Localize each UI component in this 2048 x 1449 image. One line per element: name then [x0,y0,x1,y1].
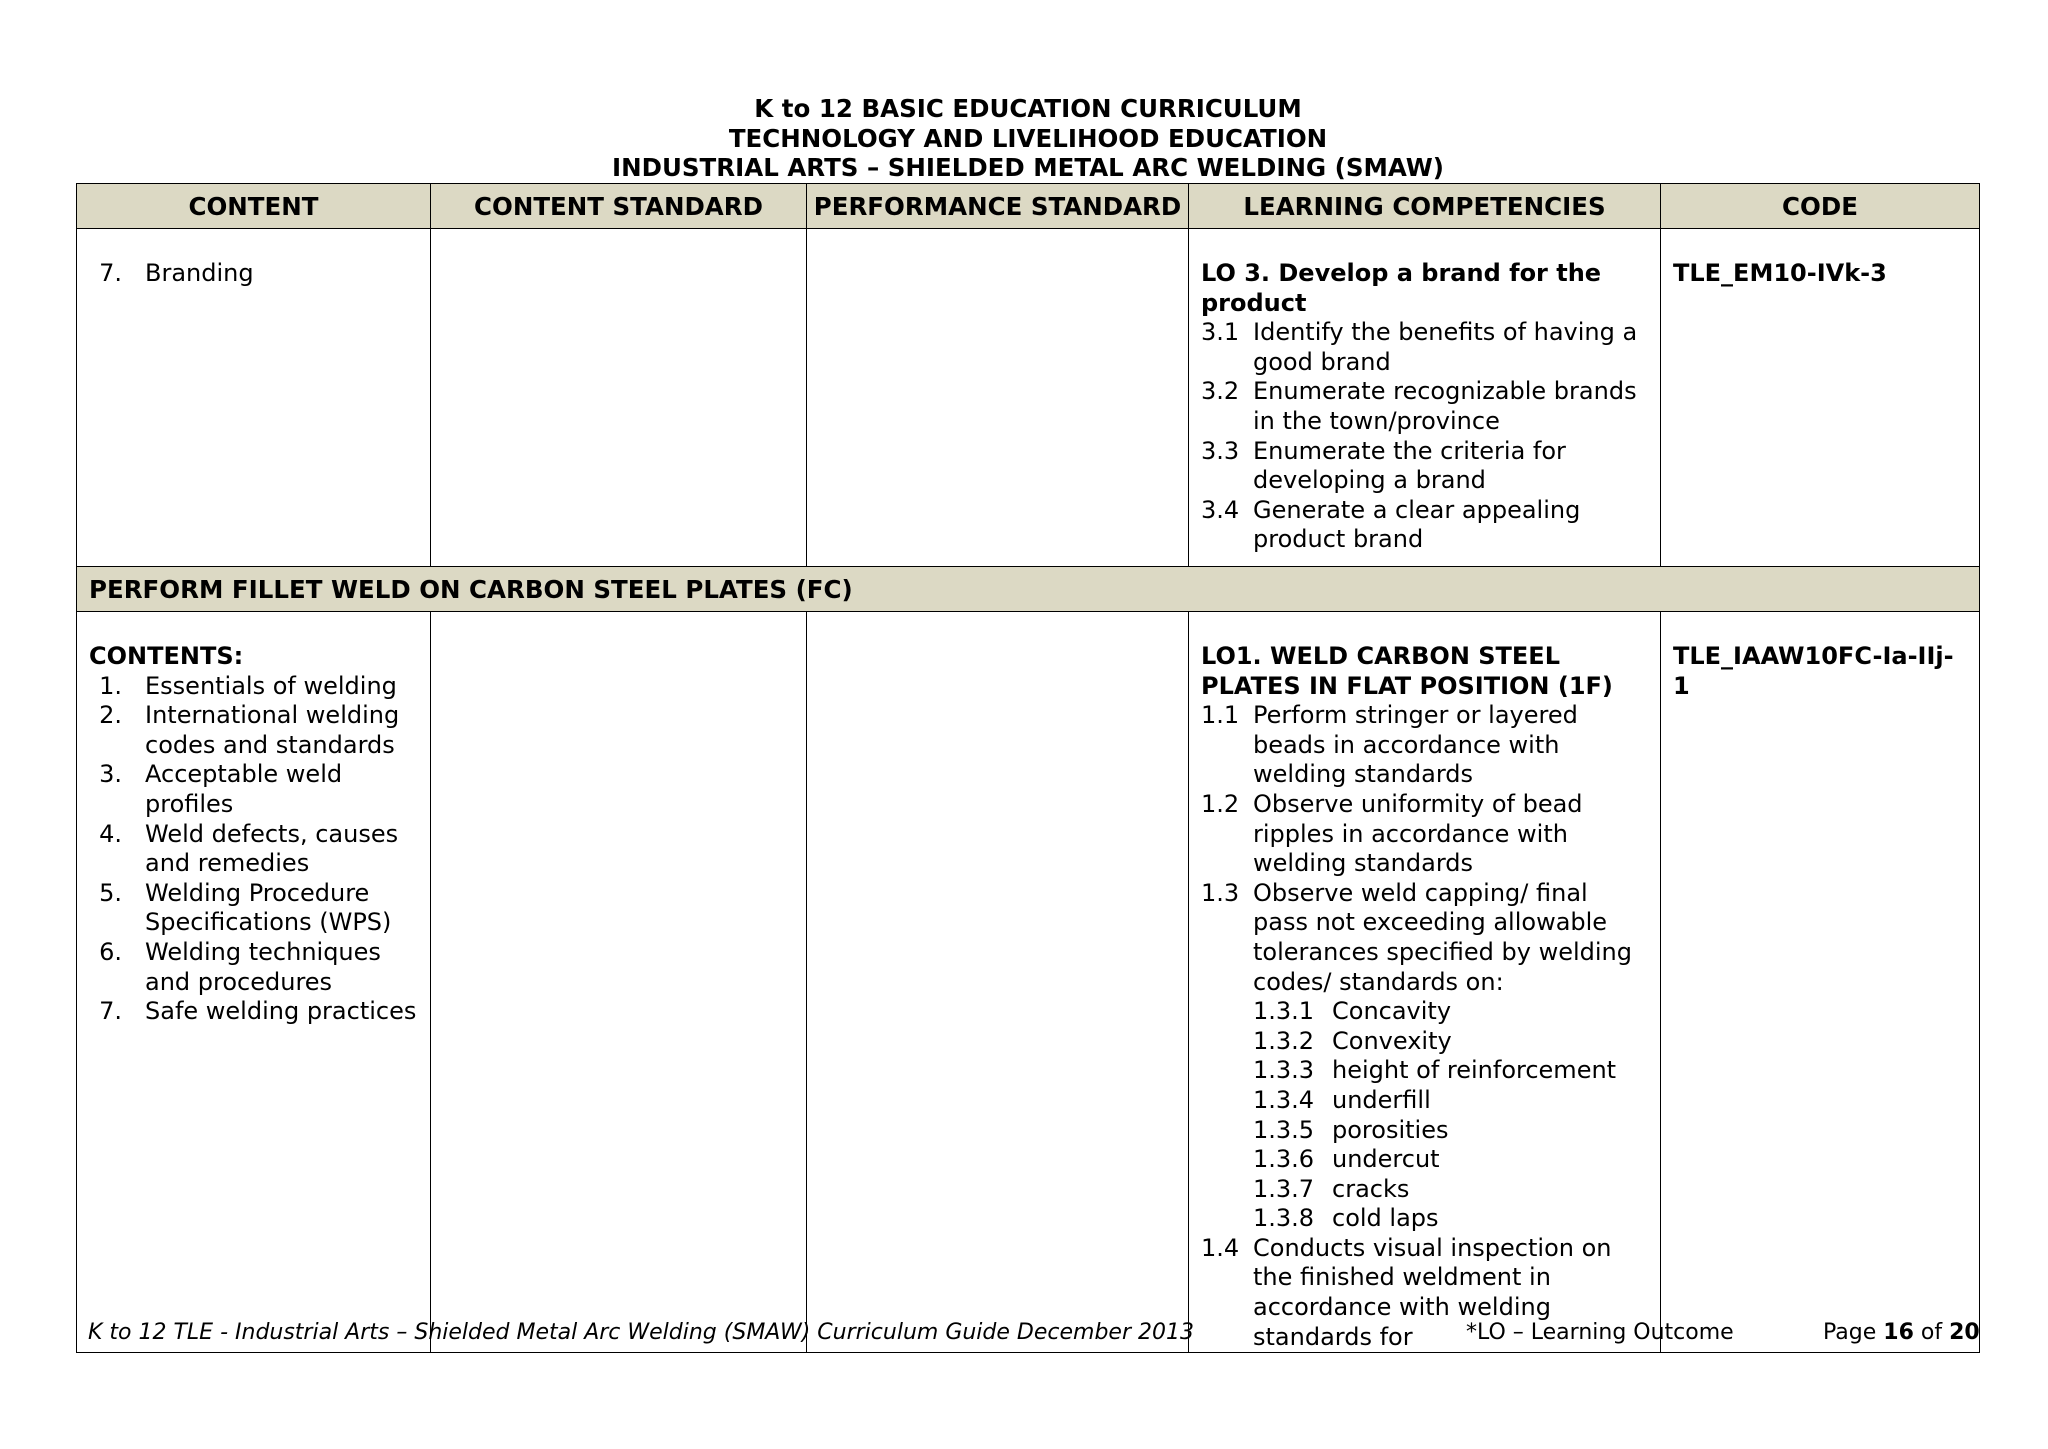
sub-competency-item: 1.3.6 undercut [1253,1145,1440,1174]
content-item: 6. Welding techniques and procedures [99,937,381,996]
header-line-2: TECHNOLOGY AND LIVELIHOOD EDUCATION [728,123,1328,153]
learning-competencies-cell [1189,229,1661,567]
section-title: PERFORM FILLET WELD ON CARBON STEEL PLATES (FC) [77,567,1980,612]
page-number [1823,1318,1980,1348]
competency-item: 1.4 Conducts visual inspection on the finished weldment in accordance with welding standards for [1201,1233,1612,1351]
sub-competency-item: 1.3.8 cold laps [1253,1204,1439,1233]
lo-title: LO 3. Develop a brand for the product [1201,259,1602,317]
code-cell [1661,612,1980,1353]
footer-lo-note: *LO – Learning Outcome [1466,1320,1734,1345]
sub-competency-item: 1.3.3 height of reinforcement [1253,1056,1617,1085]
page-total: 20 [1949,1320,1980,1345]
table-row [77,612,1980,1353]
sub-competency-item: 1.3.7 cracks [1253,1174,1410,1203]
column-header-performance-standard: PERFORMANCE STANDARD [807,184,1189,229]
page-current: 16 [1883,1320,1914,1345]
performance-standard-cell [807,229,1189,567]
content-item: 7. Safe welding practices [99,997,417,1026]
learning-competencies-cell [1189,612,1661,1353]
competency-item: 3.1 Identify the benefits of having a good brand [1201,318,1638,376]
performance-standard-cell [807,612,1189,1353]
sub-competency-item: 1.3.2 Convexity [1253,1026,1452,1055]
contents-label: CONTENTS: [89,642,244,670]
footer-guide-title: K to 12 TLE - Industrial Arts – Shielded Metal Arc Welding (SMAW) Curriculum Guide December 2013 [88,1320,1194,1345]
document-header [76,94,1980,183]
sub-competency-item: 1.3.4 underfill [1253,1085,1431,1114]
sub-competency-item: 1.3.5 porosities [1253,1115,1449,1144]
competency-item: 1.1 Perform stringer or layered beads in accordance with welding standards [1201,701,1578,789]
column-header-content: CONTENT [77,184,431,229]
competency-code: TLE_EM10-IVk-3 [1673,259,1887,287]
content-standard-cell [431,612,807,1353]
content-cell [77,612,431,1353]
header-line-3: INDUSTRIAL ARTS – SHIELDED METAL ARC WELDING (SMAW) [612,153,1444,182]
page-of-label: of [1920,1320,1943,1345]
curriculum-table [76,183,1980,1353]
section-row [77,567,1980,612]
content-item: 5. Welding Procedure Specifications (WPS) [99,878,392,937]
competency-item: 1.3 Observe weld capping/ final pass not exceeding allowable tolerances specified by welding codes/ standards on: [1201,878,1632,996]
page-label: Page [1823,1320,1877,1345]
header-line-1: K to 12 BASIC EDUCATION CURRICULUM [754,94,1302,123]
content-standard-cell [431,229,807,567]
table-header-row [77,184,1980,229]
column-header-content-standard: CONTENT STANDARD [431,184,807,229]
competency-item: 1.2 Observe uniformity of bead ripples in accordance with welding standards [1201,789,1583,878]
content-item: 4. Weld defects, causes and remedies [99,819,399,878]
sub-competency-item: 1.3.1 Concavity [1253,997,1452,1026]
column-header-learning-competencies: LEARNING COMPETENCIES [1189,184,1661,229]
competency-code: TLE_IAAW10FC-Ia-IIj-1 [1673,642,1954,700]
competency-item: 3.3 Enumerate the criteria for developing a brand [1201,436,1566,495]
content-item: 3. Acceptable weld profiles [99,760,343,818]
content-item: 2. International welding codes and standards [99,701,400,759]
content-item: 7. Branding [99,259,254,287]
column-header-code: CODE [1661,184,1980,229]
content-item: 1. Essentials of welding [99,671,397,700]
table-row [77,229,1980,567]
competency-item: 3.2 Enumerate recognizable brands in the town/province [1201,377,1637,435]
competency-item: 3.4 Generate a clear appealing product brand [1201,495,1581,554]
lo-title: LO1. WELD CARBON STEEL PLATES IN FLAT POSITION (1F) [1201,642,1613,700]
code-cell [1661,229,1980,567]
content-cell [77,229,431,567]
